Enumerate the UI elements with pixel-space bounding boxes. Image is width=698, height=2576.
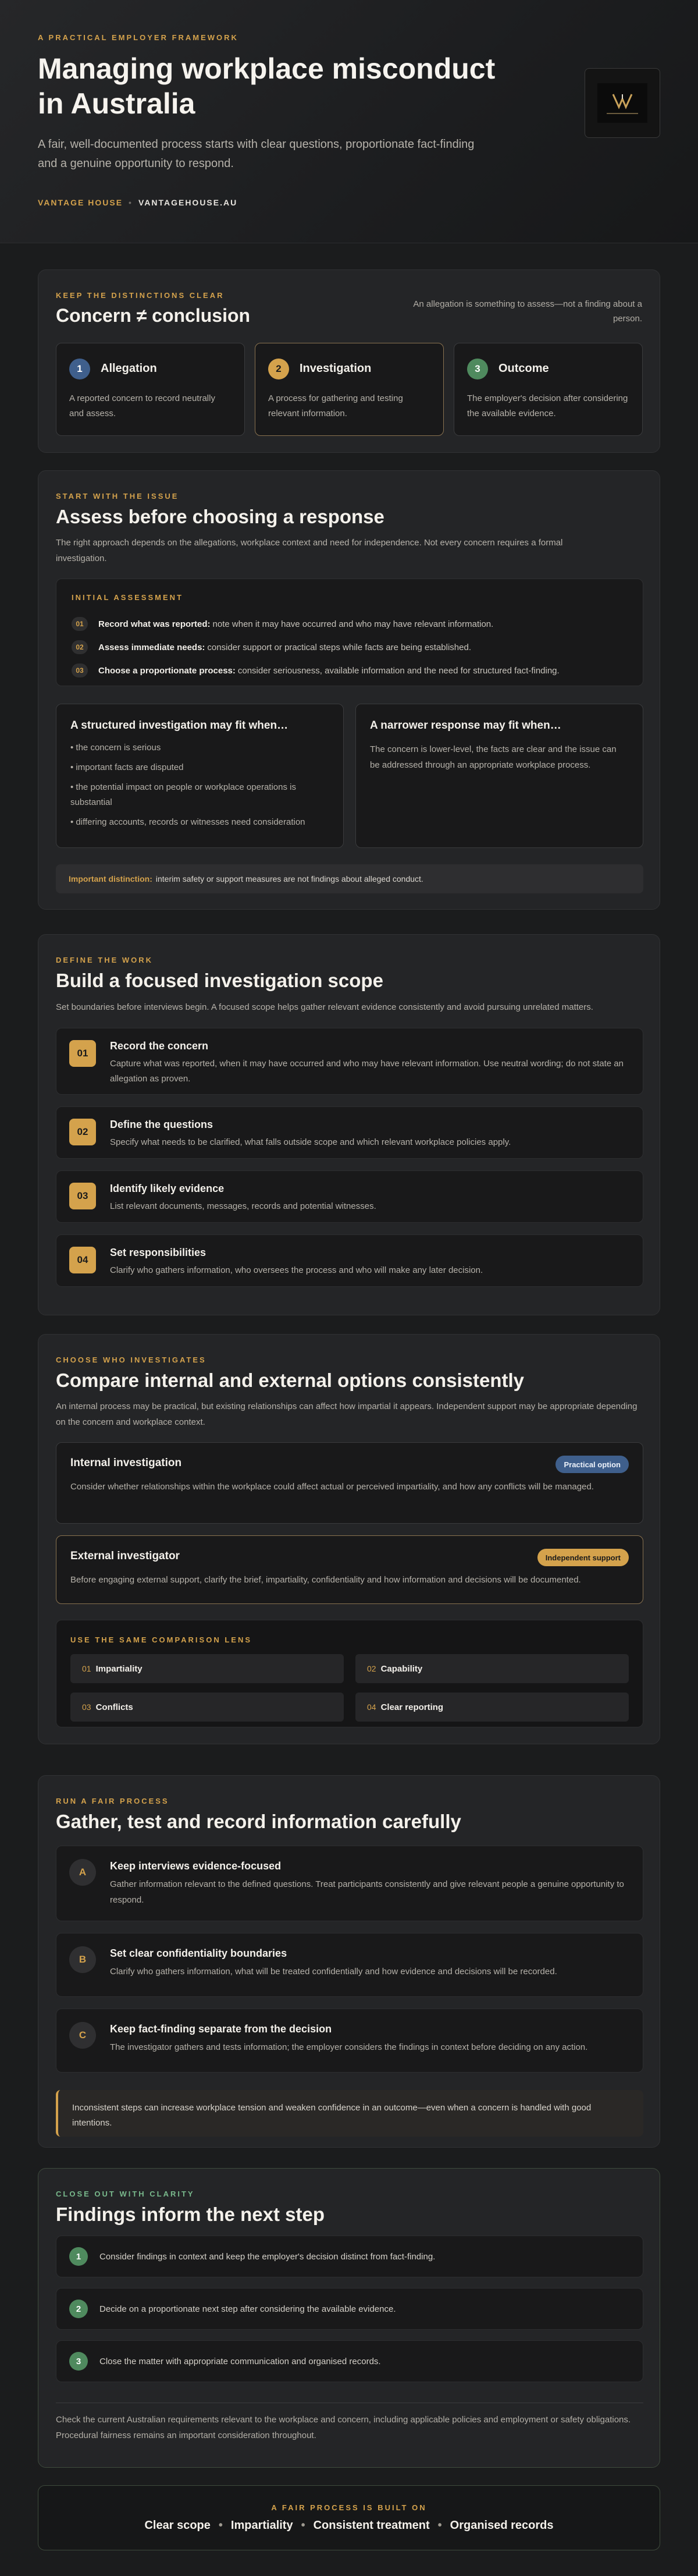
section-eyebrow: DEFINE THE WORK (56, 956, 154, 964)
process-step (56, 2009, 643, 2073)
next-step-item (56, 2340, 643, 2382)
step-text: Decide on a proportionate next step after considering the available evidence. (99, 2304, 396, 2314)
section-eyebrow: KEEP THE DISTINCTIONS CLEAR (56, 291, 225, 300)
step-description: Capture what was reported, when it may have occurred and who may have relevant information. Use neutral wording; do not state an allegation as proven. (110, 1059, 624, 1084)
investigation-card (255, 343, 444, 436)
initial-assessment-panel (56, 579, 643, 686)
section-aside: An allegation is something to assess—not a finding about a person. (413, 299, 642, 324)
option-title: External investigator (70, 1550, 180, 1562)
list-item: • important facts are disputed (70, 762, 184, 772)
option-description: Consider whether relationships within the workplace could affect actual or perceived impartiality, and how any conflicts will be managed. (70, 1482, 594, 1492)
step-number-badge: 03 (69, 1183, 96, 1209)
scope-step (56, 1106, 643, 1159)
lens-number: 01 (82, 1664, 91, 1673)
lens-number: 04 (367, 1702, 376, 1712)
principles-banner (38, 2485, 660, 2550)
brand-line (38, 198, 237, 207)
step-title: Set responsibilities (110, 1247, 206, 1258)
banner-eyebrow: A FAIR PROCESS IS BUILT ON (271, 2503, 427, 2512)
row-text: consider seriousness, available information and the need for structured fact-finding. (237, 665, 560, 676)
scope-section (38, 934, 660, 1315)
section-intro: An internal process may be practical, but existing relationships can affect how impartial it appears. Independent support may be appropriate depending on the concern and workplace context. (56, 1401, 638, 1427)
step-letter-badge: A (69, 1859, 96, 1886)
assessment-row (72, 617, 630, 631)
step-description: Clarify who gathers information, what will be treated confidentially and how evidence and decisions will be recorded. (110, 1967, 557, 1977)
closeout-footnote: Check the current Australian requirements relevant to the workplace and concern, including applicable policies and employment or safety obligations. Procedural fairness remains an important consideration throughout. (56, 2415, 631, 2440)
comparison-lens-panel (56, 1620, 643, 1727)
step-number-badge: 02 (69, 1119, 96, 1145)
lens-item (355, 1693, 629, 1722)
section-eyebrow: RUN A FAIR PROCESS (56, 1797, 169, 1805)
row-number: 01 (72, 617, 88, 631)
lens-number: 02 (367, 1664, 376, 1673)
practical-option-badge: Practical option (555, 1456, 629, 1473)
card-description: The employer's decision after considering the available evidence. (467, 393, 628, 418)
internal-investigation-card (56, 1442, 643, 1524)
panel-eyebrow: INITIAL ASSESSMENT (72, 593, 183, 602)
external-investigator-card (56, 1535, 643, 1604)
step-description: The investigator gathers and tests information; the employer considers the findings in context before deciding on any action. (110, 2042, 588, 2052)
step-title: Keep interviews evidence-focused (110, 1860, 282, 1872)
independent-support-badge: Independent support (537, 1549, 629, 1566)
assess-section (38, 470, 660, 910)
section-title: Gather, test and record information carefully (56, 1811, 461, 1832)
list-item: • the concern is serious (70, 743, 161, 753)
section-title: Assess before choosing a response (56, 506, 384, 527)
scope-step (56, 1234, 643, 1287)
next-step-item (56, 2236, 643, 2277)
step-title: Keep fact-finding separate from the decision (110, 2023, 332, 2035)
card-title: Allegation (101, 362, 157, 375)
step-description: Clarify who gathers information, who oversees the process and who will make any later decision. (110, 1265, 483, 1275)
closeout-section (38, 2168, 660, 2468)
lens-item (70, 1654, 344, 1683)
step-text: Close the matter with appropriate communication and organised records. (99, 2356, 381, 2366)
allegation-card (56, 343, 245, 436)
investigators-section (38, 1334, 660, 1744)
lens-item (70, 1693, 344, 1722)
step-description: Gather information relevant to the defined questions. Treat participants consistently and give relevant people a genuine opportunity to respond. (110, 1879, 624, 1905)
row-label: Choose a proportionate process: (98, 665, 236, 676)
important-distinction-note (56, 864, 643, 893)
row-label: Record what was reported: (98, 619, 211, 629)
brand-logo (585, 68, 660, 138)
scope-step (56, 1170, 643, 1223)
section-title: Compare internal and external options consistently (56, 1369, 525, 1391)
lens-item (355, 1654, 629, 1683)
step-description: Specify what needs to be clarified, what falls outside scope and which relevant workplace policies apply. (110, 1137, 511, 1147)
scope-step (56, 1028, 643, 1095)
card-description: The concern is lower-level, the facts are clear and the issue can be addressed through an appropriate workplace process. (370, 744, 617, 770)
structured-investigation-card (56, 704, 344, 848)
section-eyebrow: START WITH THE ISSUE (56, 492, 179, 501)
list-item: • the potential impact on people or workplace operations is substantial (70, 782, 296, 807)
option-description: Before engaging external support, clarify the brief, impartiality, confidentiality and how information and decisions will be documented. (70, 1575, 581, 1585)
section-title: Concern ≠ conclusion (56, 305, 251, 326)
row-number: 02 (72, 640, 88, 654)
principle-item: Impartiality (230, 2519, 293, 2532)
step-letter-badge: C (69, 2022, 96, 2049)
section-eyebrow: CLOSE OUT WITH CLARITY (56, 2190, 195, 2198)
section-intro: Set boundaries before interviews begin. A focused scope helps gather relevant evidence consistently and avoid pursuing unrelated matters. (56, 1002, 593, 1012)
lens-label: Conflicts (95, 1702, 133, 1712)
criteria-list (70, 740, 332, 835)
note-text: interim safety or support measures are not findings about alleged conduct. (155, 874, 423, 883)
step-title: Identify likely evidence (110, 1183, 225, 1194)
lens-label: Capability (380, 1663, 423, 1674)
step-letter-badge: B (69, 1946, 96, 1973)
card-title: A narrower response may fit when… (370, 719, 561, 732)
narrower-response-card (355, 704, 643, 848)
step-number-badge: 1 (69, 359, 90, 379)
step-number-badge: 2 (69, 2300, 88, 2318)
panel-eyebrow: USE THE SAME COMPARISON LENS (70, 1635, 252, 1644)
assessment-row (72, 663, 630, 677)
next-step-item (56, 2288, 643, 2330)
distinctions-section (38, 269, 660, 453)
principles-list (38, 2519, 660, 2532)
separator-dot: • (218, 2519, 223, 2532)
hero-lead: A fair, well-documented process starts with clear questions, proportionate fact-finding and a genuine opportunity to respond. (38, 138, 475, 170)
row-text: consider support or practical steps while facts are being established. (207, 642, 471, 652)
lens-label: Clear reporting (380, 1702, 444, 1712)
principle-item: Consistent treatment (313, 2519, 430, 2532)
card-description: A process for gathering and testing relevant information. (268, 393, 403, 418)
step-description: List relevant documents, messages, records and potential witnesses. (110, 1201, 376, 1211)
note-label: Important distinction: (69, 874, 152, 883)
separator-dot: • (301, 2519, 305, 2532)
process-section (38, 1775, 660, 2148)
step-number-badge: 2 (268, 359, 289, 379)
step-number-badge: 04 (69, 1247, 96, 1273)
step-title: Set clear confidentiality boundaries (110, 1947, 287, 1959)
section-intro: The right approach depends on the allegations, workplace context and need for independence. Not every concern requires a formal investigation. (56, 538, 563, 563)
option-title: Internal investigation (70, 1457, 182, 1469)
step-number-badge: 01 (69, 1040, 96, 1067)
logo-mark-icon (597, 83, 647, 123)
section-title: Findings inform the next step (56, 2204, 325, 2225)
row-number: 03 (72, 663, 88, 677)
page-title: Managing workplace misconduct in Australia (38, 52, 496, 120)
card-title: Outcome (498, 362, 549, 375)
list-item: • differing accounts, records or witnesses need consideration (70, 817, 305, 827)
process-step (56, 1846, 643, 1921)
hero (0, 0, 698, 243)
step-number-badge: 3 (467, 359, 488, 379)
brand-site-link[interactable]: VANTAGEHOUSE.AU (138, 198, 238, 207)
section-title: Build a focused investigation scope (56, 970, 383, 991)
principle-item: Clear scope (144, 2519, 211, 2532)
step-title: Record the concern (110, 1040, 209, 1052)
card-title: Investigation (300, 362, 372, 375)
outcome-card (454, 343, 643, 436)
lens-number: 03 (82, 1702, 91, 1712)
separator-dot: • (129, 198, 133, 207)
step-title: Define the questions (110, 1119, 213, 1130)
hero-eyebrow: A PRACTICAL EMPLOYER FRAMEWORK (38, 33, 238, 42)
lens-label: Impartiality (95, 1663, 143, 1674)
principle-item: Organised records (450, 2519, 554, 2532)
separator-dot: • (437, 2519, 442, 2532)
step-text: Consider findings in context and keep the employer's decision distinct from fact-finding. (99, 2251, 436, 2262)
brand-name: VANTAGE HOUSE (38, 198, 123, 207)
assessment-row (72, 640, 630, 654)
step-number-badge: 3 (69, 2352, 88, 2371)
step-number-badge: 1 (69, 2247, 88, 2266)
warning-callout: Inconsistent steps can increase workplace tension and weaken confidence in an outcome—even when a concern is handled with good intentions. (56, 2090, 643, 2137)
process-step (56, 1933, 643, 1997)
row-label: Assess immediate needs: (98, 642, 205, 652)
row-text: note when it may have occurred and who may have relevant information. (212, 619, 494, 629)
section-eyebrow: CHOOSE WHO INVESTIGATES (56, 1356, 206, 1364)
card-description: A reported concern to record neutrally and assess. (69, 393, 215, 418)
card-title: A structured investigation may fit when… (70, 719, 289, 732)
